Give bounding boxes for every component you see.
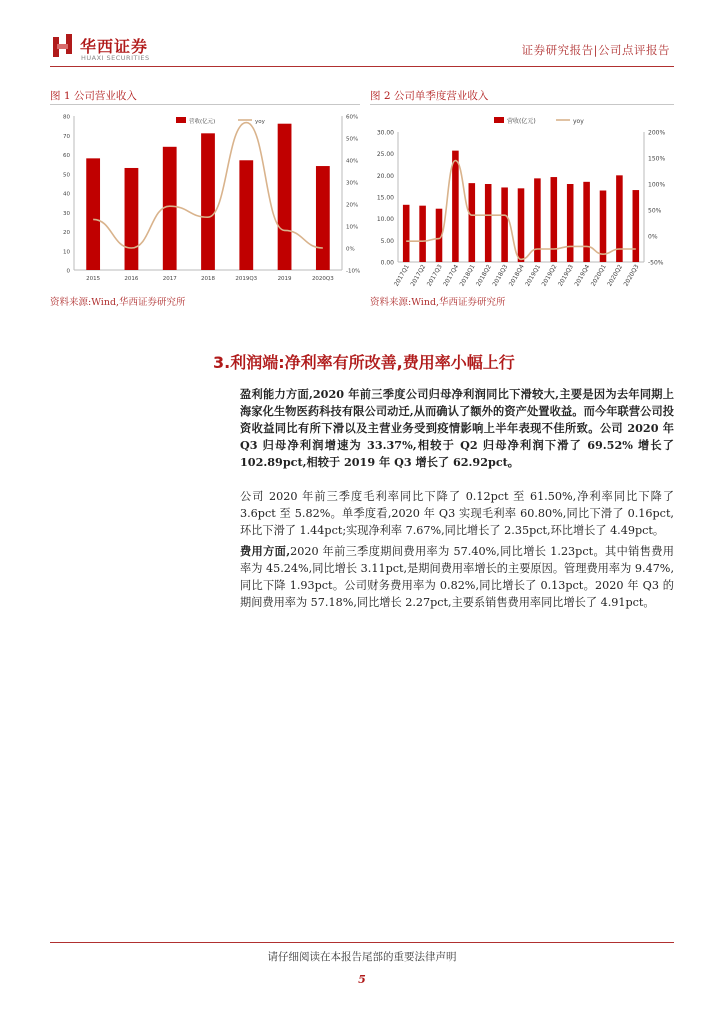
revenue-bar bbox=[583, 182, 590, 262]
revenue-bar bbox=[278, 124, 292, 270]
revenue-bar bbox=[86, 158, 100, 270]
revenue-bar bbox=[403, 205, 410, 262]
legend-line-label: yoy bbox=[255, 119, 265, 125]
figure-1-chart bbox=[50, 110, 362, 286]
x-tick-label: 2020Q2 bbox=[606, 263, 625, 288]
revenue-bar bbox=[469, 183, 476, 262]
right-tick-label: -10% bbox=[346, 268, 361, 275]
legend-bar-swatch bbox=[494, 117, 504, 123]
left-tick-label: 20 bbox=[63, 230, 70, 236]
legal-notice: 请仔细阅读在本报告尾部的重要法律声明 bbox=[267, 951, 457, 963]
section-title: 3.利润端:净利率有所改善,费用率小幅上行 bbox=[213, 353, 515, 372]
revenue-bar bbox=[316, 166, 330, 270]
x-tick-label: 2019Q3 bbox=[556, 263, 575, 288]
page-number: 5 bbox=[358, 973, 366, 986]
revenue-bar bbox=[419, 206, 426, 262]
x-tick-label: 2019Q2 bbox=[540, 263, 559, 288]
x-tick-label: 2017 bbox=[162, 276, 177, 282]
revenue-bar bbox=[501, 187, 508, 262]
x-tick-label: 2020Q3 bbox=[311, 276, 334, 282]
x-tick-label: 2017Q1 bbox=[392, 263, 411, 288]
right-tick-label: 30% bbox=[346, 180, 359, 187]
x-tick-label: 2020Q3 bbox=[622, 263, 641, 288]
revenue-bar bbox=[518, 188, 525, 262]
left-tick-label: 5.00 bbox=[380, 237, 394, 245]
revenue-bar bbox=[125, 168, 139, 270]
x-tick-label: 2019Q1 bbox=[524, 263, 543, 288]
x-tick-label: 2017Q3 bbox=[425, 263, 444, 288]
x-tick-label: 2019Q4 bbox=[573, 263, 592, 288]
left-tick-label: 0.00 bbox=[380, 259, 394, 267]
left-tick-label: 60 bbox=[63, 153, 70, 159]
left-tick-label: 10.00 bbox=[376, 216, 394, 224]
paragraph-expenses-body: 2020 年前三季度期间费用率为 57.40%,同比增长 1.23pct。其中销售费用率为 45.24%,同比增长 3.11pct,是期间费用率增长的主要原因。管理费用率为 9.47%,同比下降 1.93pct。公司财务费用率为 0.82%,同比增长了 0.13pct。2020 年 Q3 的期间费用率为 57.18%,同比增长 2.27pct,主要系销售费用率同比增长了 4.91pct。 bbox=[240, 545, 674, 609]
revenue-bar bbox=[567, 184, 574, 262]
left-tick-label: 10 bbox=[63, 249, 70, 256]
figure-1-title: 图 1 公司营业收入 bbox=[50, 90, 137, 102]
left-tick-label: 20.00 bbox=[376, 172, 394, 180]
right-tick-label: 0% bbox=[648, 233, 658, 241]
footer-divider bbox=[50, 942, 674, 943]
right-tick-label: 100% bbox=[648, 181, 666, 189]
page-header bbox=[0, 0, 724, 70]
figure-1-rule bbox=[50, 104, 360, 105]
x-tick-label: 2017Q4 bbox=[442, 263, 461, 288]
paragraph-profitability: 盈利能力方面,2020 年前三季度公司归母净利润同比下滑较大,主要是因为去年同期上海家化生物医药科技有限公司动迁,从而确认了额外的资产处置收益。而今年联营公司投资收益同比有所下滑以及主营业务受到疫情影响上半年表现不佳所致。公司 2020 年 Q3 归母净利润增速为 33.37%,相较于 Q2 归母净利润下滑了 69.52% 增长了 102.89pct,相较于 2019 年 Q3 增长了 62.92pct。 bbox=[240, 387, 674, 469]
x-tick-label: 2018Q4 bbox=[507, 263, 526, 288]
left-tick-label: 50 bbox=[63, 172, 70, 179]
x-tick-label: 2018Q2 bbox=[474, 263, 493, 288]
right-tick-label: 60% bbox=[346, 114, 359, 121]
right-tick-label: 20% bbox=[346, 202, 359, 209]
right-tick-label: 200% bbox=[648, 129, 666, 137]
x-tick-label: 2017Q2 bbox=[409, 263, 428, 288]
right-tick-label: 50% bbox=[346, 136, 359, 143]
right-tick-label: 10% bbox=[346, 224, 359, 231]
revenue-bar bbox=[201, 133, 215, 270]
x-tick-label: 2018Q1 bbox=[458, 263, 477, 288]
legend-bar-label: 营收(亿元) bbox=[189, 119, 216, 125]
legend-bar-label: 营收(亿元) bbox=[507, 118, 536, 125]
left-tick-label: 70 bbox=[63, 133, 70, 140]
revenue-bar bbox=[163, 147, 177, 270]
left-tick-label: 30.00 bbox=[376, 129, 394, 137]
paragraph-expenses bbox=[240, 543, 674, 611]
logo-text-en: HUAXI SECURITIES bbox=[81, 54, 150, 62]
figure-2-rule bbox=[370, 104, 674, 105]
left-tick-label: 40 bbox=[63, 191, 70, 198]
x-tick-label: 2020Q1 bbox=[589, 263, 608, 288]
x-tick-label: 2019 bbox=[277, 276, 292, 282]
revenue-bar bbox=[633, 190, 640, 262]
legend-bar-swatch bbox=[176, 117, 186, 123]
revenue-bar bbox=[485, 184, 492, 262]
x-tick-label: 2019Q3 bbox=[235, 276, 258, 282]
revenue-bar bbox=[600, 191, 607, 263]
legend-line-label: yoy bbox=[573, 118, 584, 125]
figure-1-source: 资料来源:Wind,华西证券研究所 bbox=[50, 297, 186, 308]
paragraph-expenses-lead: 费用方面, bbox=[240, 544, 291, 558]
logo-text-cn: 华西证券 bbox=[80, 37, 149, 56]
x-tick-label: 2015 bbox=[86, 276, 101, 282]
right-tick-label: 40% bbox=[346, 158, 359, 165]
right-tick-label: 150% bbox=[648, 155, 666, 163]
figure-2-chart bbox=[368, 110, 674, 292]
left-tick-label: 80 bbox=[63, 114, 70, 121]
left-tick-label: 25.00 bbox=[376, 151, 394, 159]
right-tick-label: 0% bbox=[346, 246, 355, 253]
revenue-bar bbox=[452, 151, 459, 262]
figure-2-source: 资料来源:Wind,华西证券研究所 bbox=[370, 297, 506, 308]
huaxi-logo-icon bbox=[52, 34, 74, 58]
x-tick-label: 2018Q3 bbox=[491, 263, 510, 288]
left-tick-label: 30 bbox=[63, 210, 70, 217]
left-tick-label: 0 bbox=[66, 268, 70, 275]
left-tick-label: 15.00 bbox=[376, 194, 394, 202]
right-tick-label: -50% bbox=[648, 259, 664, 267]
right-tick-label: 50% bbox=[648, 207, 662, 215]
document-type-label: 证券研究报告|公司点评报告 bbox=[521, 43, 670, 57]
x-tick-label: 2016 bbox=[124, 276, 139, 282]
paragraph-margins: 公司 2020 年前三季度毛利率同比下降了 0.12pct 至 61.50%,净利率同比下降了 3.6pct 至 5.82%。单季度看,2020 年 Q3 实现毛利率 60.80%,同比下滑了 0.16pct,环比下滑了 1.44pct;实现净利率 7.67%,同比增长了 2.35pct,环比增长了 4.49pct。 bbox=[240, 490, 674, 537]
revenue-bar bbox=[239, 160, 253, 270]
figure-2-title: 图 2 公司单季度营业收入 bbox=[370, 90, 489, 102]
header-divider bbox=[50, 66, 674, 67]
x-tick-label: 2018 bbox=[201, 276, 215, 282]
